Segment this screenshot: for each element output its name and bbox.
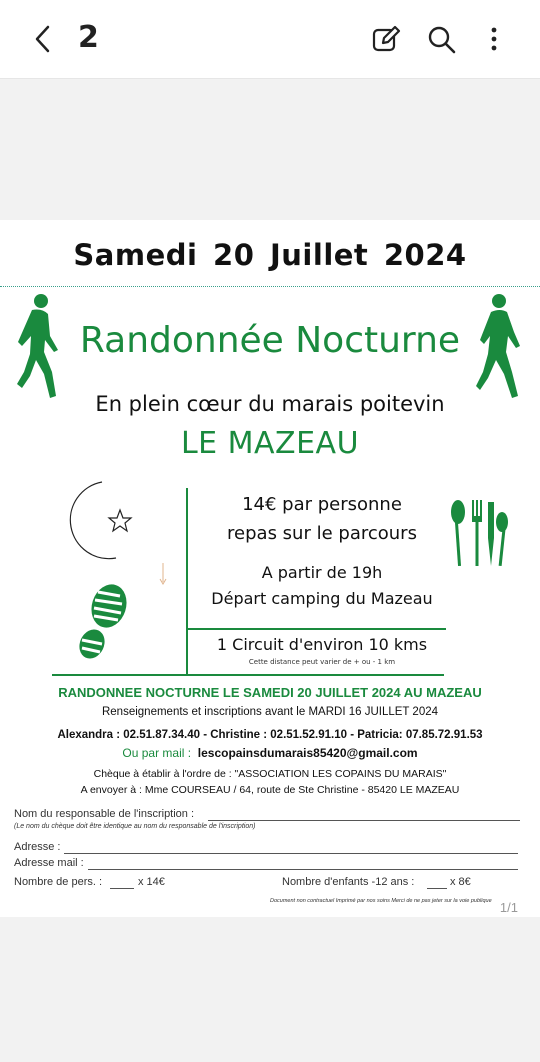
mail-address[interactable]: lescopainsdumarais85420@gmail.com <box>197 746 418 760</box>
event-place: LE MAZEAU <box>180 426 360 461</box>
page-indicator: 2 <box>78 20 99 55</box>
date-heading: Samedi 20 Juillet 2024 <box>73 238 467 272</box>
form-children-label: Nombre d'enfants -12 ans : <box>282 876 415 888</box>
form-address-line <box>64 853 518 854</box>
pdf-page <box>0 220 540 917</box>
form-name-line <box>208 820 520 821</box>
contact-phones: Alexandra : 02.51.87.34.40 - Christine : 02.51.52.91.10 - Patricia: 07.85.72.91.53 <box>57 729 483 741</box>
form-persons-label: Nombre de pers. : <box>14 876 103 888</box>
moon-star-icon <box>66 480 138 562</box>
search-icon[interactable] <box>426 22 458 56</box>
cutlery-icon <box>448 498 510 570</box>
form-address-label: Adresse : <box>14 841 61 853</box>
event-subtitle: En plein cœur du marais poitevin <box>95 392 445 416</box>
form-name-note: (Le nom du chèque doit être identique au nom du responsable de l'inscription) <box>14 823 256 830</box>
footprint-icon <box>76 582 130 662</box>
start-time: A partir de 19h <box>261 563 383 582</box>
more-vertical-icon[interactable] <box>478 22 510 56</box>
horizontal-divider-bottom <box>52 674 444 676</box>
registration-deadline: Renseignements et inscriptions avant le MARDI 16 JUILLET 2024 <box>101 706 438 718</box>
circuit-note: Cette distance peut varier de + ou - 1 km <box>248 658 396 666</box>
cheque-line: Chèque à établir à l'ordre de : "ASSOCIATION LES COPAINS DU MARAIS" <box>93 768 447 780</box>
vertical-divider <box>186 488 188 674</box>
circuit-text: 1 Circuit d'environ 10 kms <box>216 635 428 654</box>
form-name-label: Nom du responsable de l'inscription : <box>14 808 195 820</box>
price-line: 14€ par personne <box>242 494 402 515</box>
event-title: Randonnée Nocturne <box>79 320 461 361</box>
mail-prefix: Ou par mail : <box>122 746 192 760</box>
form-persons-line <box>110 888 134 889</box>
dotted-divider <box>0 286 540 287</box>
send-line: A envoyer à : Mme COURSEAU / 64, route de Ste Christine - 85420 LE MAZEAU <box>80 784 460 796</box>
form-children-price: x 8€ <box>450 876 471 888</box>
mail-line <box>0 746 540 760</box>
footer-note: Document non contractuel Imprimé par nos soins Merci de ne pas jeter sur la voie publique <box>270 898 492 904</box>
arrow-down-icon <box>158 562 168 586</box>
page-counter: 1/1 <box>499 900 518 915</box>
meal-line: repas sur le parcours <box>227 523 417 544</box>
event-banner: RANDONNEE NOCTURNE LE SAMEDI 20 JUILLET 2024 AU MAZEAU <box>58 685 482 700</box>
horizontal-divider <box>186 628 446 630</box>
form-persons-price: x 14€ <box>138 876 165 888</box>
form-mail-line <box>88 869 518 870</box>
edit-icon[interactable] <box>370 22 402 56</box>
top-app-bar <box>0 0 540 79</box>
back-arrow-icon[interactable] <box>28 22 60 56</box>
form-mail-label: Adresse mail : <box>14 857 84 869</box>
start-place: Départ camping du Mazeau <box>211 589 433 608</box>
price-block <box>190 490 454 548</box>
form-children-line <box>427 888 447 889</box>
start-block <box>190 560 454 612</box>
